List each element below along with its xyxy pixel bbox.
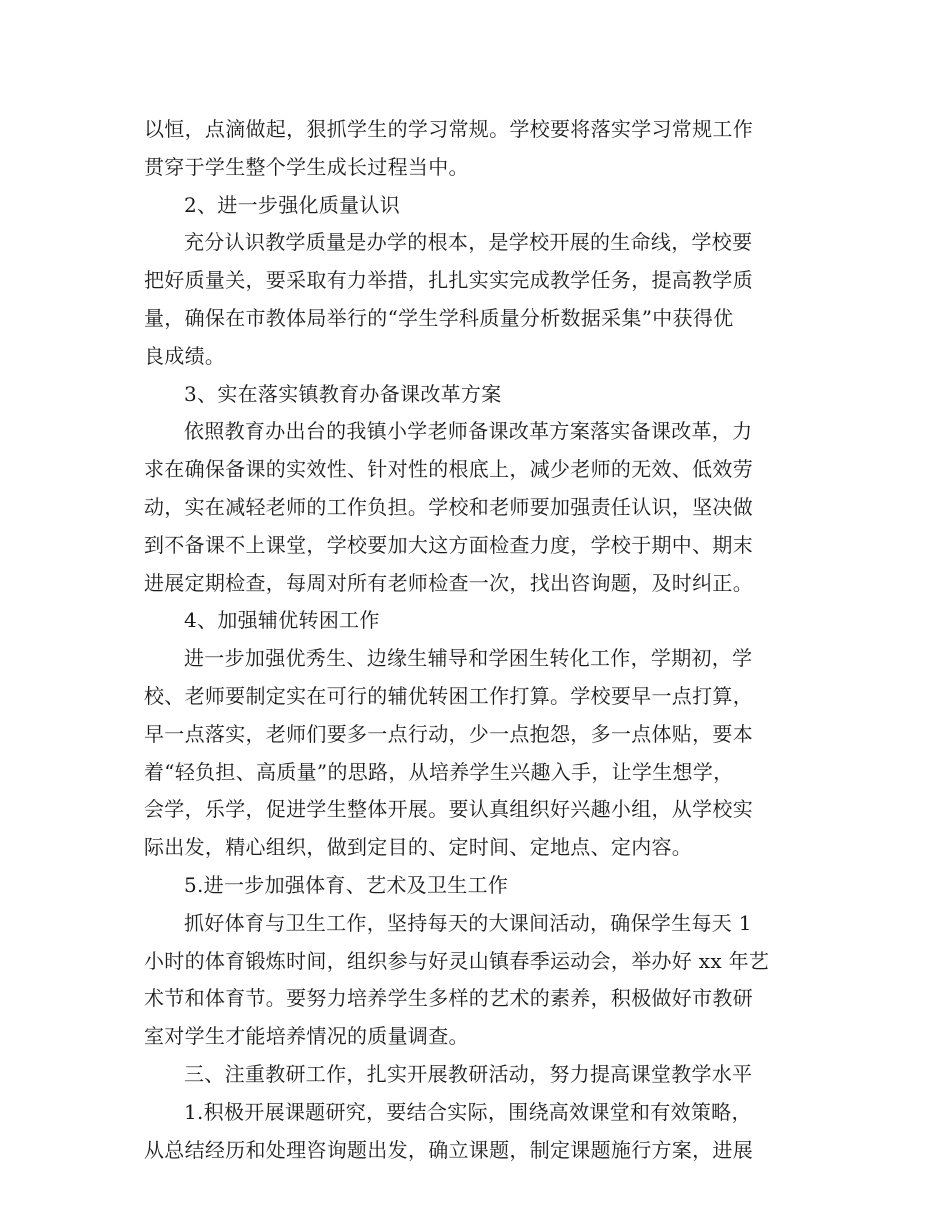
text-line: 量，确保在市教体局举行的“学生学科质量分析数据采集”中获得优 [144,306,734,330]
text-line: 贯穿于学生整个学生成长过程当中。 [144,154,469,179]
text-line: 依照教育办出台的我镇小学老师备课改革方案落实备课改革，力 [184,419,753,444]
text-line: 求在确保备课的实效性、针对性的根底上，减少老师的无效、低效劳 [144,457,753,482]
text-line: 术节和体育节。要努力培养学生多样的艺术的素养，积极做好市教研 [144,986,753,1011]
text-line: 动，实在减轻老师的工作负担。学校和老师要加强责任认识，坚决做 [144,495,753,519]
text-line: 4、加强辅优转困工作 [184,608,380,633]
text-line: 到不备课不上课堂，学校要加大这方面检查力度，学校于期中、期末 [144,532,753,557]
text-line: 抓好体育与卫生工作，坚持每天的大课间活动，确保学生每天 1 [184,910,752,935]
text-line: 际出发，精心组织，做到定目的、定时间、定地点、定内容。 [144,835,693,860]
text-line: 着“轻负担、高质量”的思路，从培养学生兴趣入手，让学生想学， [144,759,734,784]
text-line: 室对学生才能培养情况的质量调查。 [144,1024,469,1049]
text-line: 良成绩。 [144,343,226,368]
text-line: 充分认识教学质量是办学的根本，是学校开展的生命线，学校要 [184,230,753,255]
text-line: 小时的体育锻炼时间，组织参与好灵山镇春季运动会，举办好 xx 年艺 [144,948,770,973]
text-line: 2、进一步强化质量认识 [184,192,401,217]
text-line: 把好质量关，要采取有力举措，扎扎实实完成教学任务，提高教学质 [144,268,753,293]
text-line: 以恒，点滴做起，狠抓学生的学习常规。学校要将落实学习常规工作 [144,117,753,141]
text-line: 1.积极开展课题研究，要结合实际，围绕高效课堂和有效策略， [184,1099,752,1124]
text-line: 5.进一步加强体育、艺术及卫生工作 [184,873,509,897]
text-line: 进一步加强优秀生、边缘生辅导和学困生转化工作，学期初，学 [184,646,753,671]
text-line: 早一点落实，老师们要多一点行动，少一点抱怨，多一点体贴，要本 [144,721,753,746]
text-line: 校、老师要制定实在可行的辅优转困工作打算。学校要早一点打算， [144,684,753,708]
text-line: 会学，乐学，促进学生整体开展。要认真组织好兴趣小组，从学校实 [144,797,753,822]
text-line: 三、注重教研工作，扎实开展教研活动，努力提高课堂教学水平 [184,1062,753,1086]
text-line: 进展定期检查，每周对所有老师检查一次，找出咨询题，及时纠正。 [144,570,753,595]
text-line: 3、实在落实镇教育办备课改革方案 [184,381,502,406]
text-line: 从总结经历和处理咨询题出发，确立课题，制定课题施行方案，进展 [144,1137,753,1162]
